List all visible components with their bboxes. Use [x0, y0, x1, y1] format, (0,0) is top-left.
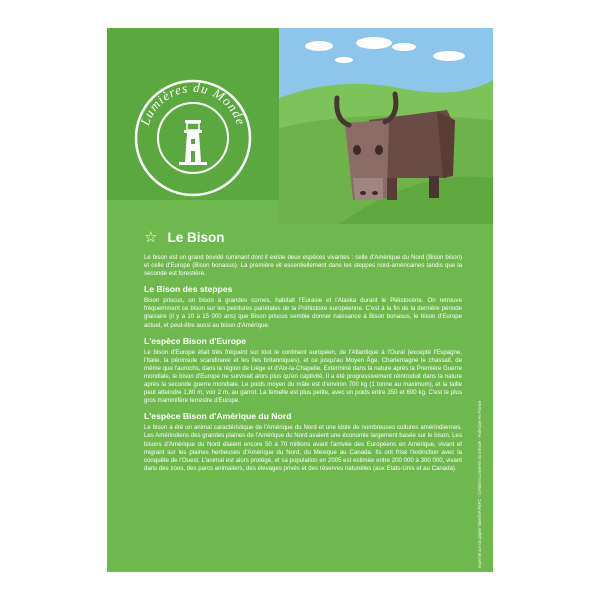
section-body: Le bison a été un animal caractéristique de l'Amérique du Nord et une idole de nombreuses cultures amérindiennes. Les Amérindiens des grandes plaines de l'Amérique du Nord avaient une économie largement basée sur le bison. Les bisons d'Amérique du Nord étaient encore 50 à 70 millions avant l'arrivée des Européens en Amérique, vivant et migrant sur les plaines herbeuses d'Amérique du Nord, du Mexique au Canada. Ils ont frisé l'extinction avec la conquête de l'Ouest. L'animal est alors protégé, et sa population en 2005 est estimée entre 200 000 à 300 000, vivant dans des zoos, des parcs animaliers, des élevages privés et des réserves naturelles (aux Etats-Unis et au Canada). [144, 424, 462, 472]
title-row [144, 230, 224, 245]
intro-paragraph: Le bison est un grand bovidé ruminant dont il existe deux espèces vivantes : celle d'Amérique du Nord (Bison bison) et celle d'Europe (Bison bonasus). La première vit essentiellement dans les steppes nord-américaines tandis que la seconde est forestière. [144, 254, 462, 278]
bison-illustration [279, 28, 493, 224]
section-body: Le bison d'Europe était très fréquent sur tout le continent européen, de l'Atlantique à l'Oural (excepté l'Espagne, l'Italie, la péninsule scandinave et les îles britanniques), et ce jusqu'au Moyen Âge. Charlemagne le chassait, de même que l'aurochs, dans la région de Liège et d'Aix-la-Chapelle. Exterminé dans la nature après la Première Guerre mondiale, le bison d'Europe ne survivait alors plus qu'en captivité. Il a été progressivement réintroduit dans la nature après la seconde guerre mondiale. Le poids moyen du mâle est d'environ 700 kg (1 tonne au maximum), et la taille peut atteindre 1,80 m, voir 2 m, au garrot. La femelle est plus petite, avec un poids entre 350 et 600 kg. C'est le plus gros mammifère terrestre d'Europe. [144, 348, 462, 405]
section-heading: Le Bison des steppes [144, 284, 233, 295]
star-outline-icon: ☆ [144, 229, 158, 246]
print-note: Imprimé sur du papier labellisé PEFC - Création Lumières du Monde - Fabriqué en France [477, 400, 482, 568]
section-heading: L'espèce Bison d'Europe [144, 335, 246, 346]
logo-text: Lumières du Monde [137, 79, 249, 128]
page-title: Le Bison [167, 230, 225, 245]
section-heading: L'espèce Bison d'Amérique du Nord [144, 411, 292, 422]
article-content [144, 254, 462, 479]
section-body: Bison priscus, un bison à grandes cornes, habitait l'Eurasie et l'Alaska durant le Pléistocène. On retrouve fréquemment ce bison sur les peintures pariétales de la Préhistoire européenne. C'est à la fin de la dernière période glaciaire (il y a 10 à 15 000 ans) que Bison priscus semble donner naissance à Bison bonasus, le bison d'Europe actuel, et peut-être aussi au bison d'Amérique. [144, 297, 462, 329]
logo [133, 78, 253, 198]
info-card [107, 28, 493, 572]
lighthouse-icon [179, 111, 207, 165]
